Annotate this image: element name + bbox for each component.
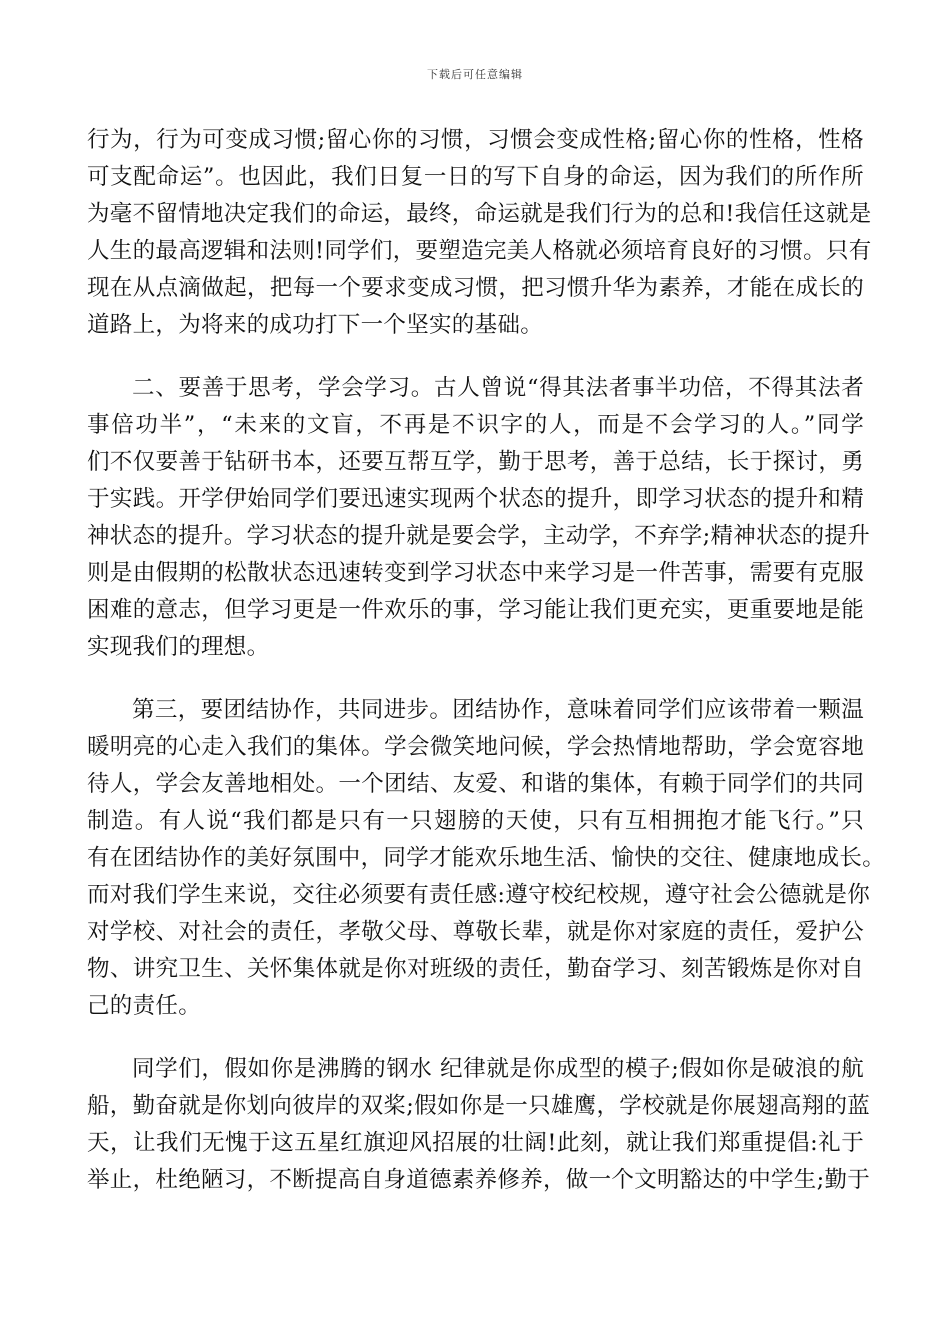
document-body <box>87 122 886 1199</box>
text-line: 待人，学会友善地相处。一个团结、友爱、和谐的集体，有赖于同学们的共同 <box>87 771 864 797</box>
text-line: 船，勤奋就是你划向彼岸的双桨;假如你是一只雄鹰，学校就是你展翅高翔的蓝 <box>87 1093 871 1119</box>
text-line: 而对我们学生来说，交往必须要有责任感:遵守校纪校规，遵守社会公德就是你 <box>87 882 871 908</box>
text-line: 于实践。开学伊始同学们要迅速实现两个状态的提升，即学习状态的提升和精 <box>87 486 864 512</box>
text-line: 实现我们的理想。 <box>87 634 270 660</box>
paragraph-4 <box>87 1051 871 1199</box>
text-line: 己的责任。 <box>87 993 202 1019</box>
text-line: 困难的意志，但学习更是一件欢乐的事，学习能让我们更充实，更重要地是能 <box>87 597 864 623</box>
text-line: 事倍功半”，“未来的文盲，不再是不识字的人，而是不会学习的人。”同学 <box>87 412 864 438</box>
text-line: 第三，要团结协作，共同进步。团结协作，意味着同学们应该带着一颗温 <box>132 697 864 723</box>
paragraph-3 <box>87 692 886 1025</box>
text-line: 现在从点滴做起，把每一个要求变成习惯，把习惯升华为素养，才能在成长的 <box>87 275 864 301</box>
paragraph-2 <box>87 370 871 666</box>
text-line: 制造。有人说“我们都是只有一只翅膀的天使，只有互相拥抱才能飞行。”只 <box>87 808 864 834</box>
text-line: 为毫不留情地决定我们的命运，最终，命运就是我们行为的总和!我信任这就是 <box>87 201 872 227</box>
text-line: 天，让我们无愧于这五星红旗迎风招展的壮阔!此刻，就让我们郑重提倡:礼于 <box>87 1130 864 1156</box>
text-line: 对学校、对社会的责任，孝敬父母、尊敬长辈，就是你对家庭的责任，爱护公 <box>87 919 864 945</box>
text-line: 可支配命运”。也因此，我们日复一日的写下自身的命运，因为我们的所作所 <box>87 164 864 190</box>
text-line: 道路上，为将来的成功打下一个坚实的基础。 <box>87 312 544 338</box>
text-line: 暖明亮的心走入我们的集体。学会微笑地问候，学会热情地帮助，学会宽容地 <box>87 734 864 760</box>
text-line: 物、讲究卫生、关怀集体就是你对班级的责任，勤奋学习、刻苦锻炼是你对自 <box>87 956 864 982</box>
text-line: 则是由假期的松散状态迅速转变到学习状态中来学习是一件苦事，需要有克服 <box>87 560 864 586</box>
page-header: 下载后可任意编辑 <box>427 68 523 81</box>
text-line: 举止，杜绝陋习，不断提高自身道德素养修养，做一个文明豁达的中学生;勤于 <box>87 1167 871 1193</box>
text-line: 神状态的提升。学习状态的提升就是要会学，主动学，不弃学;精神状态的提升 <box>87 523 871 549</box>
text-line: 人生的最高逻辑和法则!同学们，要塑造完美人格就必须培育良好的习惯。只有 <box>87 238 872 264</box>
text-line: 行为，行为可变成习惯;留心你的习惯，习惯会变成性格;留心你的性格，性格 <box>87 127 864 153</box>
text-line: 们不仅要善于钻研书本，还要互帮互学，勤于思考，善于总结，长于探讨，勇 <box>87 449 864 475</box>
text-line: 同学们，假如你是沸腾的钢水 纪律就是你成型的模子;假如你是破浪的航 <box>132 1056 864 1082</box>
text-line: 二、要善于思考，学会学习。古人曾说“得其法者事半功倍，不得其法者 <box>132 375 864 401</box>
paragraph-1 <box>87 122 872 344</box>
text-line: 有在团结协作的美好氛围中，同学才能欢乐地生活、愉快的交往、健康地成长。 <box>87 845 886 871</box>
